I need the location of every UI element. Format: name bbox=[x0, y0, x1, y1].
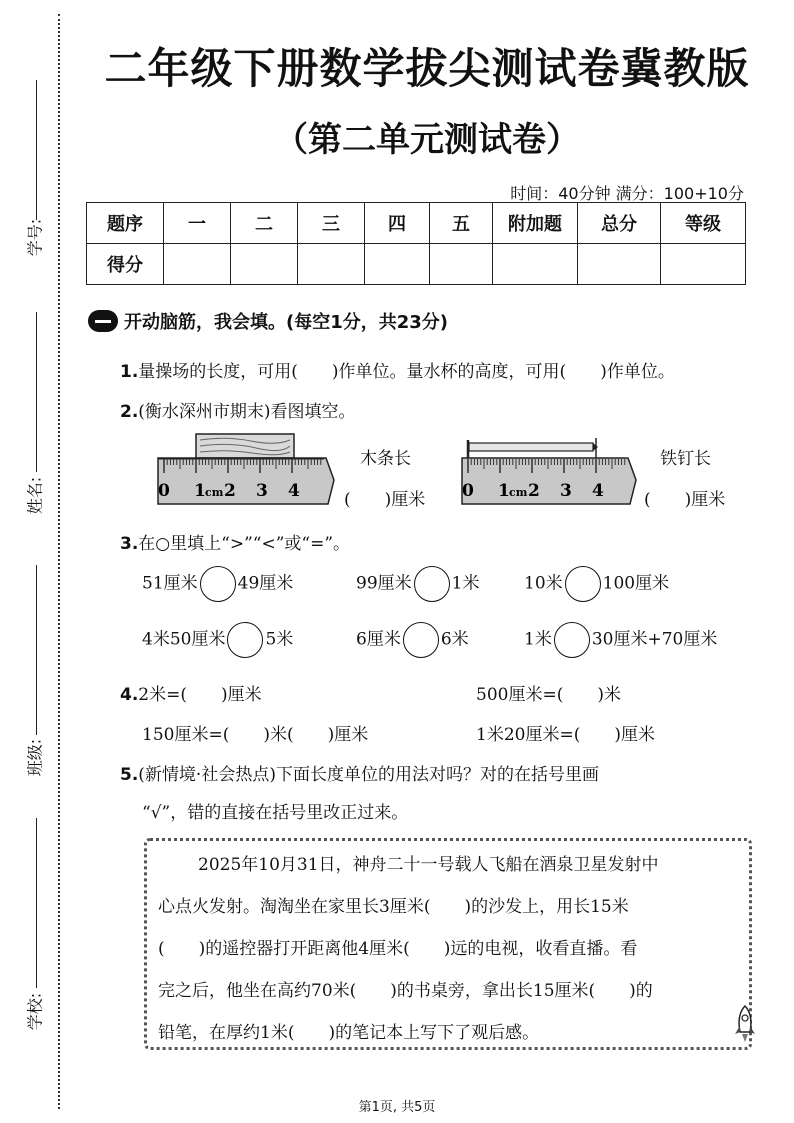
score-cell[interactable] bbox=[164, 244, 231, 285]
section-one-badge bbox=[88, 310, 118, 332]
story-line: 完之后，他坐在高约70米( )的书桌旁，拿出长15厘米( )的 bbox=[158, 981, 653, 1001]
question-text-line2: “√”，错的直接在括号里改正过来。 bbox=[142, 803, 409, 823]
compare-circle[interactable] bbox=[200, 566, 236, 602]
section-title: 开动脑筋，我会填。(每空1分，共23分) bbox=[124, 312, 449, 333]
compare-right: 30厘米+70厘米 bbox=[591, 629, 718, 650]
wood-length-label: 木条长 bbox=[360, 449, 411, 469]
binding-dotted-line bbox=[58, 14, 60, 1109]
question-number: 2. bbox=[120, 402, 139, 422]
ruler-label: 2 bbox=[224, 481, 236, 501]
question-number: 1. bbox=[120, 362, 139, 382]
rocket-icon bbox=[732, 1004, 758, 1044]
question-3 bbox=[120, 529, 350, 554]
score-cell[interactable] bbox=[365, 244, 430, 285]
cell-header: 附加题 bbox=[493, 203, 578, 244]
ruler-label: 1 bbox=[498, 481, 510, 501]
compare-circle[interactable] bbox=[554, 622, 590, 658]
compare-item bbox=[356, 622, 469, 658]
page-footer: 第1页, 共5页 bbox=[358, 1100, 436, 1115]
section-heading bbox=[88, 308, 448, 334]
cell-header: 题序 bbox=[87, 203, 164, 244]
wood-length-answer[interactable]: ( )厘米 bbox=[344, 490, 426, 510]
compare-item bbox=[524, 566, 669, 602]
score-table-score-row bbox=[87, 244, 746, 285]
question-number: 5. bbox=[120, 765, 139, 785]
question-text: 在○里填上“>”“<”或“=”。 bbox=[138, 534, 351, 554]
page-subtitle: （第二单元测试卷） bbox=[274, 120, 580, 160]
fill-item[interactable]: 2米=( )厘米 bbox=[138, 685, 262, 705]
score-cell[interactable] bbox=[231, 244, 298, 285]
fill-item[interactable]: 1米20厘米=( )厘米 bbox=[476, 725, 655, 745]
score-table-header-row bbox=[87, 203, 746, 244]
nail-body bbox=[469, 443, 593, 451]
compare-circle[interactable] bbox=[414, 566, 450, 602]
student-no-label: 学号: bbox=[25, 218, 45, 257]
cell-header: 四 bbox=[365, 203, 430, 244]
question-text: (衡水深州市期末)看图填空。 bbox=[138, 402, 356, 422]
question-4 bbox=[120, 680, 262, 705]
ruler-label: 3 bbox=[256, 481, 268, 501]
compare-circle[interactable] bbox=[403, 622, 439, 658]
ruler-with-wood-strip bbox=[156, 432, 340, 508]
ruler-label: 0 bbox=[462, 481, 474, 501]
score-table bbox=[86, 202, 746, 285]
question-2 bbox=[120, 397, 356, 422]
cell-header: 总分 bbox=[578, 203, 661, 244]
class-label: 班级: bbox=[25, 738, 45, 777]
compare-item bbox=[142, 566, 293, 602]
compare-right: 5米 bbox=[265, 629, 294, 650]
ruler-with-nail bbox=[460, 432, 640, 508]
ruler-body bbox=[462, 458, 636, 504]
time-info: 时间：40分钟 满分：100+10分 bbox=[510, 184, 744, 203]
compare-right: 1米 bbox=[451, 573, 480, 594]
fill-item[interactable]: 500厘米=( )米 bbox=[476, 685, 621, 705]
school-label: 学校: bbox=[25, 992, 45, 1031]
cell-header: 三 bbox=[298, 203, 365, 244]
score-cell[interactable] bbox=[493, 244, 578, 285]
ruler-unit-label: cm bbox=[509, 486, 528, 499]
compare-left: 6厘米 bbox=[356, 629, 401, 650]
cell-score-label: 得分 bbox=[87, 244, 164, 285]
score-cell[interactable] bbox=[298, 244, 365, 285]
compare-item bbox=[524, 622, 717, 658]
page-title: 二年级下册数学拔尖测试卷冀教版 bbox=[104, 44, 750, 93]
cell-header: 二 bbox=[231, 203, 298, 244]
score-cell[interactable] bbox=[430, 244, 493, 285]
score-cell[interactable] bbox=[578, 244, 661, 285]
score-cell[interactable] bbox=[661, 244, 746, 285]
compare-item bbox=[356, 566, 479, 602]
question-number: 4. bbox=[120, 685, 139, 705]
compare-right: 6米 bbox=[440, 629, 469, 650]
ruler-label: 4 bbox=[288, 481, 300, 501]
compare-left: 10米 bbox=[524, 573, 563, 594]
compare-left: 99厘米 bbox=[356, 573, 412, 594]
compare-circle[interactable] bbox=[227, 622, 263, 658]
ruler-label: 4 bbox=[592, 481, 604, 501]
school-line bbox=[36, 818, 37, 988]
question-5 bbox=[120, 760, 599, 785]
compare-left: 1米 bbox=[524, 629, 552, 650]
student-no-line bbox=[36, 80, 37, 220]
story-line: ( )的遥控器打开距离他4厘米( )远的电视，收看直播。看 bbox=[158, 939, 638, 959]
fill-item[interactable]: 150厘米=( )米( )厘米 bbox=[142, 725, 369, 745]
compare-left: 4米50厘米 bbox=[142, 629, 226, 650]
compare-left: 51厘米 bbox=[142, 573, 198, 594]
story-line: 铅笔，在厚约1米( )的笔记本上写下了观后感。 bbox=[158, 1023, 540, 1043]
compare-right: 49厘米 bbox=[237, 573, 294, 594]
compare-item bbox=[142, 622, 293, 658]
compare-right: 100厘米 bbox=[602, 573, 670, 594]
class-line bbox=[36, 565, 37, 735]
story-line: 心点火发射。淘淘坐在家里长3厘米( )的沙发上，用长15米 bbox=[158, 897, 629, 917]
cell-header: 五 bbox=[430, 203, 493, 244]
question-text: 量操场的长度，可用( )作单位。量水杯的高度，可用( )作单位。 bbox=[138, 362, 675, 382]
nail-length-label: 铁钉长 bbox=[660, 449, 711, 469]
cell-header: 等级 bbox=[661, 203, 746, 244]
compare-circle[interactable] bbox=[565, 566, 601, 602]
question-1 bbox=[120, 357, 675, 382]
ruler-label: 1 bbox=[194, 481, 206, 501]
cell-header: 一 bbox=[164, 203, 231, 244]
ruler-label: 0 bbox=[158, 481, 170, 501]
question-number: 3. bbox=[120, 534, 139, 554]
ruler-label: 3 bbox=[560, 481, 572, 501]
name-label: 姓名: bbox=[25, 476, 45, 515]
ruler-unit-label: cm bbox=[205, 486, 224, 499]
name-line bbox=[36, 312, 37, 472]
nail-length-answer[interactable]: ( )厘米 bbox=[644, 490, 726, 510]
story-line: 2025年10月31日，神舟二十一号载人飞船在酒泉卫星发射中 bbox=[198, 855, 659, 875]
question-text: (新情境·社会热点)下面长度单位的用法对吗？对的在括号里画 bbox=[138, 765, 599, 785]
ruler-label: 2 bbox=[528, 481, 540, 501]
